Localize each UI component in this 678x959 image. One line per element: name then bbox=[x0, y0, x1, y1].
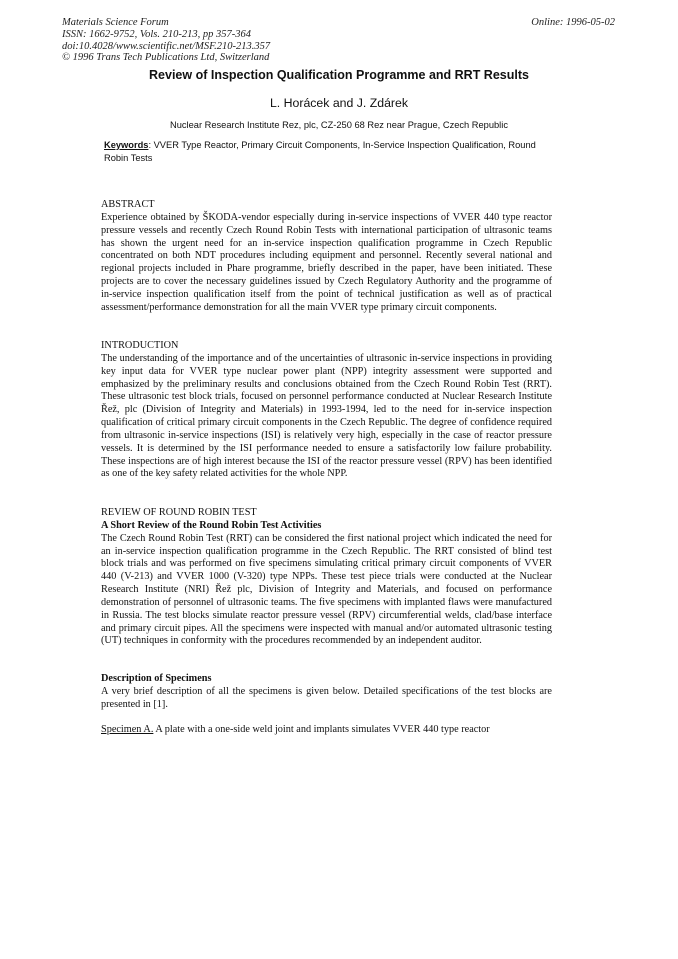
paper-affiliation: Nuclear Research Institute Rez, plc, CZ-250 68 Rez near Prague, Czech Republic bbox=[170, 120, 508, 130]
paper-title: Review of Inspection Qualification Programme and RRT Results bbox=[149, 68, 529, 82]
abstract-text: Experience obtained by ŠKODA-vendor especially during in-service inspections of VVER 440 type reactor pressure vessels and recently Czech Round Robin Tests with international participation of ultrasonic teams has shown the urgent need for an in-service inspection qualification programme in Czech Republic concentrated on both NDT procedures including equipment and personnel. Recently several national and regional projects included in Phare programme, briefly described in the paper, have been initiated. These projects are to cover the necessary guidelines issued by Czech Regulatory Authority and the programme of in-service inspection qualification itself from the point of technical justification as well as of practical assessment/performance demonstration for all the main VVER type primary circuit components. bbox=[101, 211, 552, 313]
specimen-a-label: Specimen A. bbox=[101, 724, 154, 735]
review-subheading: A Short Review of the Round Robin Test Activities bbox=[101, 519, 322, 531]
introduction-section bbox=[101, 340, 552, 481]
journal-name: Materials Science Forum bbox=[62, 17, 169, 28]
issn-line: ISSN: 1662-9752, Vols. 210-213, pp 357-364 bbox=[62, 28, 251, 40]
specimen-a-paragraph bbox=[101, 724, 552, 737]
specimens-section bbox=[101, 673, 552, 712]
online-date: Online: 1996-05-02 bbox=[531, 17, 615, 28]
review-section bbox=[101, 507, 552, 648]
specimens-subheading: Description of Specimens bbox=[101, 673, 212, 684]
review-heading: REVIEW OF ROUND ROBIN TEST bbox=[101, 507, 257, 518]
keywords-label: Keywords bbox=[104, 140, 149, 150]
journal-header bbox=[62, 17, 270, 64]
specimen-a-text: A plate with a one-side weld joint and implants simulates VVER 440 type reactor bbox=[153, 724, 490, 735]
specimens-text: A very brief description of all the specimens is given below. Detailed specifications of the test blocks are presented in [1]. bbox=[101, 685, 552, 710]
copyright-line: © 1996 Trans Tech Publications Ltd, Switzerland bbox=[62, 52, 270, 64]
keywords bbox=[104, 139, 554, 164]
keywords-text: : VVER Type Reactor, Primary Circuit Components, In-Service Inspection Qualification, Round Robin Tests bbox=[104, 140, 536, 163]
paper-authors: L. Horácek and J. Zdárek bbox=[269, 96, 409, 110]
abstract-section bbox=[101, 199, 552, 315]
review-text: The Czech Round Robin Test (RRT) can be considered the first national project which indicated the need for an in-service inspection qualification programme in the Czech Republic. The RRT consisted of blind test block trials and was performed on five specimens simulating critical primary circuit components of VVER 440 (V-213) and VVER 1000 (V-320) type NPPs. These test piece trials were conducted at the Nuclear Research Institute (NRI) Řež plc, Division of Integrity and Materials, and focused on performance demonstration of personnel of ultrasonic teams. The five specimens with implanted flaws were manufactured in Russia. The test blocks simulate reactor pressure vessel (RPV) circumferential welds, clad/base interface and primary circuit pipes. All the specimens were inspected with manual and/or automated ultrasonic testing (UT) techniques in conformity with the procedures recommended by an independent auditor. bbox=[101, 532, 552, 647]
abstract-heading: ABSTRACT bbox=[101, 199, 155, 210]
doi-line[interactable]: doi:10.4028/www.scientific.net/MSF.210-213.357 bbox=[62, 40, 271, 52]
introduction-text: The understanding of the importance and of the uncertainties of ultrasonic in-service inspections in providing key input data for VVER type nuclear power plant (NPP) integrity assessment were supported and emphasized by the preliminary results and conclusions obtained from the Czech Round Robin Test (RRT). These ultrasonic test block trials, focused on personnel performance conducted at Nuclear Research Institute Řež, plc (Division of Integrity and Materials) in 1993-1994, led to the need for in-service inspection qualification of critical primary circuit components in the Czech Republic. The degree of confidence required from ultrasonic in-service inspections (ISI) is relatively very high, especially in the case of reactor pressure vessels. It is determined by the ISI performance needed to ensure a satisfactorily low failure probability. These inspections are of high interest because the ISI of the reactor pressure vessel (RPV) has been identified as one of the key safety related activities for the whole NPP. bbox=[101, 352, 552, 480]
introduction-heading: INTRODUCTION bbox=[101, 340, 179, 351]
